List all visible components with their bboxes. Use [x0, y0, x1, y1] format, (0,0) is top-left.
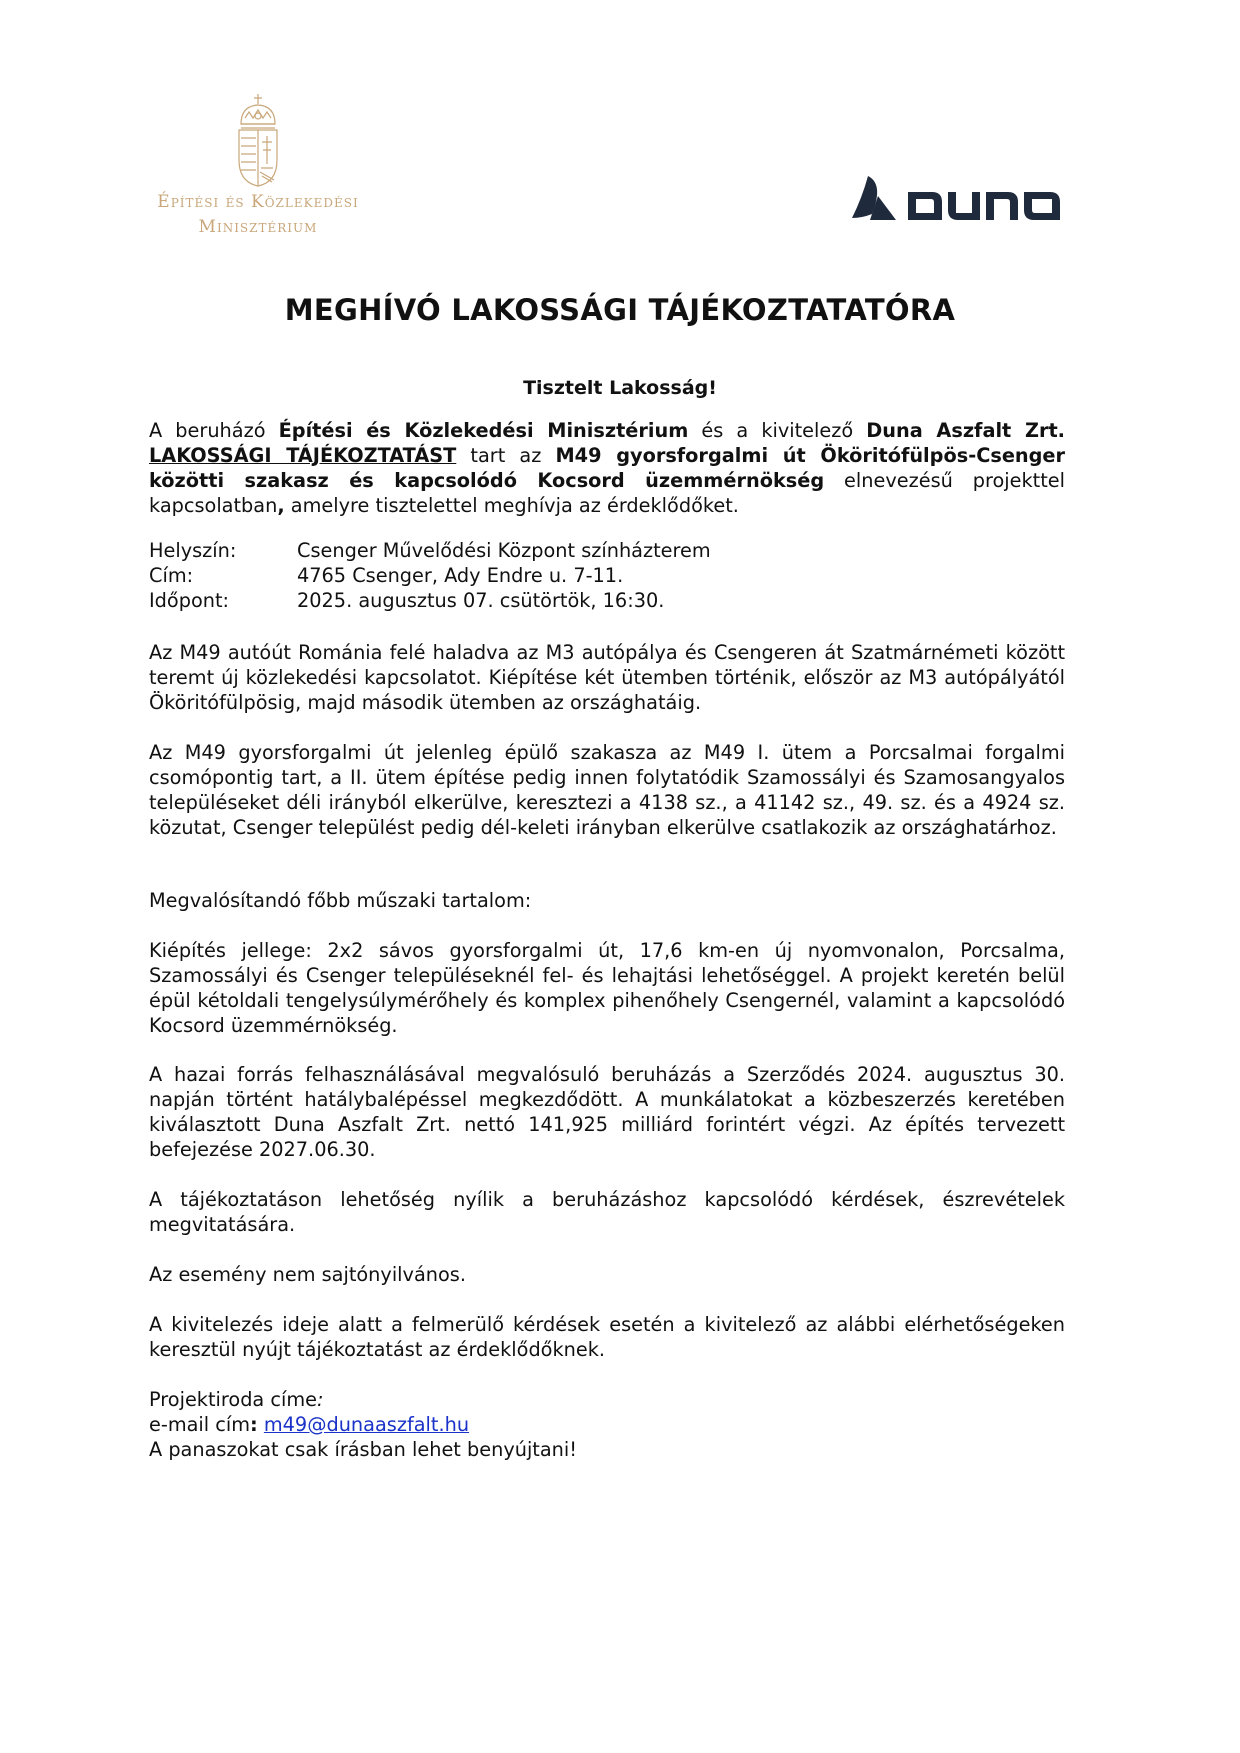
- detail-value: 4765 Csenger, Ady Endre u. 7-11.: [297, 564, 624, 587]
- intro-text: elnevezésű projekttel kapcsolatban: [149, 469, 1065, 517]
- paragraph-press: [149, 1262, 1065, 1287]
- paragraph-text: Kiépítés jellege: 2x2 sávos gyorsforgalmi út, 17,6 km-en új nyomvonalon, Porcsalma, Szamossályi és Csenger településeknél fel- és lehajtási lehetőséggel. A projekt keretén belül épül kétoldali tengelysúlymérőhely és komplex pihenőhely Csengernél, valamint a kapcsolódó Kocsord üzemmérnökség.: [149, 939, 1065, 1037]
- email-colon: :: [250, 1413, 258, 1436]
- paragraph-text: Az esemény nem sajtónyilvános.: [149, 1263, 466, 1286]
- paragraph-section: [149, 740, 1065, 840]
- paragraph-text: A hazai forrás felhasználásával megvalósuló beruházás a Szerződés 2024. augusztus 30. napján történt hatálybalépéssel megkezdődött. A munkálatokat a közbeszerzés keretében kiválasztott Duna Aszfalt Zrt. nettó 141,925 milliárd forintért végzi. Az építés tervezett befejezése 2027.06.30.: [149, 1063, 1065, 1161]
- paragraph-text: Az M49 autóút Románia felé haladva az M3 autópálya és Csengeren át Szatmárnémeti között teremt új közlekedési kapcsolatot. Kiépítése két ütemben történik, először az M3 autópályától Ököritófülpösig, majd második ütemben az országhatáig.: [149, 641, 1065, 714]
- office-colon: :: [316, 1388, 324, 1411]
- intro-text: és a kivitelező: [688, 419, 867, 442]
- paragraph-contact-intro: [149, 1312, 1065, 1362]
- detail-row-time: [149, 588, 711, 613]
- paragraph-text: Az M49 gyorsforgalmi út jelenleg épülő szakasza az M49 I. ütem a Porcsalmai forgalmi csomópontig tart, a II. ütem építése pedig innen folytatódik Szamossályi és Szamosangyalos településeket déli irányból elkerülve, keresztezi a 4138 sz., a 41142 sz., 49. sz. és a 4924 sz. közutat, Csenger települést pedig dél-keleti irányban elkerülve csatlakozik az országhatárhoz.: [149, 741, 1065, 839]
- paragraph-financing: [149, 1062, 1065, 1162]
- intro-comma: ,: [277, 494, 285, 517]
- ministry-name-line1: Építési és Közlekedési: [157, 192, 359, 212]
- paragraph-discussion: [149, 1187, 1065, 1237]
- paragraph-text: A kivitelezés ideje alatt a felmerülő kérdések esetén a kivitelező az alábbi elérhetőségeken keresztül nyújt tájékoztatást az érdeklődőknek.: [149, 1313, 1065, 1361]
- event-details: [149, 538, 711, 613]
- email-link[interactable]: m49@dunaaszfalt.hu: [263, 1413, 470, 1436]
- detail-label: Helyszín:: [149, 539, 237, 562]
- ministry-logo: [138, 92, 378, 238]
- ministry-name-line2: Minisztérium: [198, 217, 318, 237]
- office-address-line: [149, 1387, 1065, 1412]
- intro-contractor-name: Duna Aszfalt Zrt.: [866, 419, 1065, 442]
- hungarian-coat-of-arms-icon: [233, 92, 283, 188]
- detail-value: 2025. augusztus 07. csütörtök, 16:30.: [297, 589, 665, 612]
- intro-project-name: M49 gyorsforgalmi út Ököritófülpös-Csenger közötti szakasz és kapcsolódó Kocsord üzemmérnökség: [149, 444, 1066, 492]
- intro-paragraph: [149, 418, 1065, 518]
- detail-label: Cím:: [149, 564, 194, 587]
- intro-ministry-name: Építési és Közlekedési Minisztérium: [278, 419, 689, 442]
- page-title: MEGHÍVÓ LAKOSSÁGI TÁJÉKOZTATATÓRA: [284, 293, 956, 327]
- complaint-note: A panaszokat csak írásban lehet benyújtani!: [149, 1438, 577, 1461]
- detail-row-address: [149, 563, 711, 588]
- detail-value: Csenger Művelődési Központ színházterem: [297, 539, 711, 562]
- paragraph-text: Megvalósítandó főbb műszaki tartalom:: [149, 889, 532, 912]
- intro-text: A beruházó: [149, 419, 279, 442]
- paragraph-route: [149, 640, 1065, 715]
- detail-label: Időpont:: [149, 589, 230, 612]
- intro-text: tart az: [456, 444, 556, 467]
- office-label: Projektiroda címe: [149, 1388, 317, 1411]
- email-line: [149, 1412, 1065, 1437]
- email-label: e-mail cím: [149, 1413, 251, 1436]
- intro-text: amelyre tisztelettel meghívja az érdeklődőket.: [284, 494, 739, 517]
- paragraph-technical-heading: [149, 888, 1065, 913]
- paragraph-text: A tájékoztatáson lehetőség nyílik a beruházáshoz kapcsolódó kérdések, észrevételek megvitatására.: [149, 1188, 1065, 1236]
- detail-row-location: [149, 538, 711, 563]
- duna-logo: [850, 172, 1065, 230]
- paragraph-technical-content: [149, 938, 1065, 1038]
- contact-block: [149, 1387, 1065, 1462]
- intro-event-type: LAKOSSÁGI TÁJÉKOZTATÁST: [149, 444, 457, 467]
- greeting: Tisztelt Lakosság!: [523, 377, 717, 399]
